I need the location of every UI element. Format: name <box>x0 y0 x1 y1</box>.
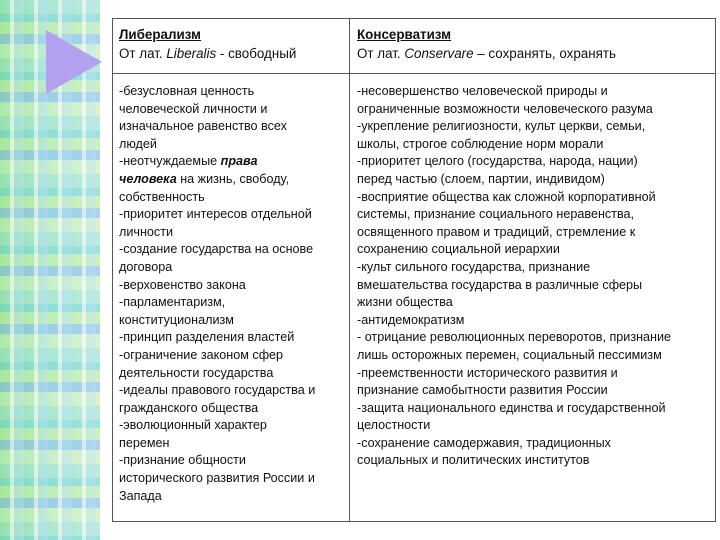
list-item: вмешательства государства в различные сферы <box>357 277 643 292</box>
list-item: гражданского общества <box>119 400 259 415</box>
conservatism-origin <box>357 44 709 64</box>
list-item <box>119 153 345 171</box>
liberalism-origin <box>119 44 345 64</box>
comparison-table <box>112 18 716 522</box>
list-item: -сохранение самодержавия, традиционных <box>357 435 611 450</box>
list-item: -принцип разделения властей <box>119 330 295 345</box>
list-item: -создание государства на основе <box>119 242 314 257</box>
list-item: конституционализм <box>119 312 234 327</box>
list-item: -культ сильного государства, признание <box>357 259 591 274</box>
liberalism-title: Либерализм <box>119 27 201 42</box>
origin-suffix: – сохранять, охранять <box>473 46 617 61</box>
list-item: школы, строгое соблюдение норм морали <box>357 136 604 151</box>
list-item: ограниченные возможности человеческого разума <box>357 101 653 116</box>
origin-word: Liberalis <box>166 46 217 61</box>
list-item-text: -неотчуждаемые <box>119 154 221 169</box>
origin-prefix: От лат. <box>119 46 167 61</box>
list-item: -парламентаризм, <box>119 295 226 310</box>
list-item: признание самобытности развития России <box>357 383 608 398</box>
origin-word: Conservare <box>404 46 474 61</box>
play-triangle-icon <box>46 30 102 94</box>
list-item: -антидемократизм <box>357 312 465 327</box>
list-item: -приоритет интересов отдельной <box>119 207 312 222</box>
origin-prefix: От лат. <box>357 46 405 61</box>
list-item: -защита национального единства и государственной <box>357 400 666 415</box>
list-item: социальных и политических институтов <box>357 453 590 468</box>
list-item: договора <box>119 259 173 274</box>
list-item: -признание общности <box>119 453 246 468</box>
list-item: собственность <box>119 189 205 204</box>
list-item: сохранению социальной иерархии <box>357 242 560 257</box>
list-item: -эволюционный характер <box>119 418 267 433</box>
list-item: -преемственности исторического развития и <box>357 365 618 380</box>
list-item: -восприятие общества как сложной корпоративной <box>357 189 656 204</box>
list-item: человеческой личности и <box>119 101 268 116</box>
list-item: исторического развития России и <box>119 471 315 486</box>
list-item: изначальное равенство всех <box>119 119 287 134</box>
conservatism-title: Консерватизм <box>357 27 452 42</box>
list-item: -верховенство закона <box>119 277 246 292</box>
list-item: -идеалы правового государства и <box>119 383 316 398</box>
list-item: -приоритет целого (государства, народа, нации) <box>357 154 638 169</box>
list-item: целостности <box>357 418 431 433</box>
list-item: перемен <box>119 435 170 450</box>
list-item: Запада <box>119 488 162 503</box>
list-item: освященного правом и традиций, стремление к <box>357 224 636 239</box>
list-item: -безусловная ценность <box>119 84 255 98</box>
emphasis-rights: права <box>220 154 258 169</box>
header-divider <box>113 73 715 74</box>
column-divider <box>349 19 350 521</box>
list-item: -несовершенство человеческой природы и <box>357 84 608 98</box>
list-item: людей <box>119 136 157 151</box>
list-item: -ограничение законом сфер <box>119 347 284 362</box>
list-item: -укрепление религиозности, культ церкви, семьи, <box>357 119 646 134</box>
liberalism-header <box>119 25 345 64</box>
origin-suffix: - свободный <box>216 46 297 61</box>
liberalism-principles <box>119 83 345 505</box>
list-item: деятельности государства <box>119 365 274 380</box>
emphasis-human: человека <box>119 171 177 186</box>
list-item: жизни общества <box>357 295 453 310</box>
conservatism-header <box>357 25 709 64</box>
list-item: личности <box>119 224 174 239</box>
list-item <box>119 171 345 189</box>
conservatism-principles <box>357 83 713 470</box>
list-item: перед частью (слоем, партии, индивидом) <box>357 171 605 186</box>
list-item: - отрицание революционных переворотов, признание <box>357 330 672 345</box>
list-item: лишь осторожных перемен, социальный пессимизм <box>357 347 662 362</box>
list-item-text: на жизнь, свободу, <box>176 171 290 186</box>
list-item: системы, признание социального неравенства, <box>357 207 635 222</box>
